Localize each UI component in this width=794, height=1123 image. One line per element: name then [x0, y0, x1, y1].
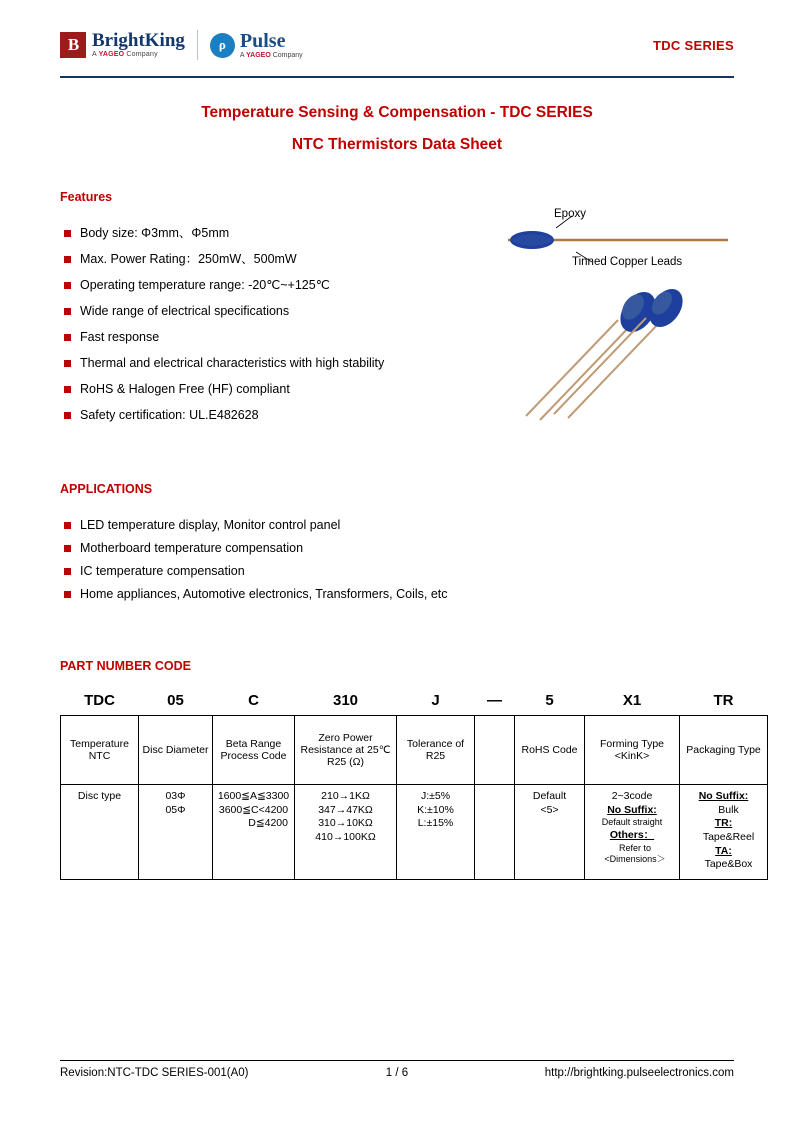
cell-line: No Suffix:: [607, 803, 657, 816]
pulse-tagline: A YAGEO Company: [239, 51, 303, 59]
cell-rohs-code: [515, 785, 585, 880]
cell-line: 2~3code: [611, 790, 653, 802]
column-header: Temperature NTC: [61, 716, 139, 785]
table-row: [61, 785, 768, 880]
list-item: RoHS & Halogen Free (HF) compliant: [60, 382, 520, 396]
list-item: Wide range of electrical specifications: [60, 304, 520, 318]
cell-line: 310→10KΩ: [318, 817, 373, 830]
cell-line: 05Φ: [165, 803, 186, 816]
footer-url: http://brightking.pulseelectronics.com: [544, 1067, 734, 1079]
brightking-logo-mark: B: [60, 32, 86, 58]
code-cell: TDC: [84, 692, 115, 709]
cell-line: L:±15%: [417, 817, 454, 830]
cell-line: 3600≦C<4200: [218, 803, 289, 816]
cell-line: 410→100KΩ: [315, 830, 376, 843]
cell-line: Others：: [609, 828, 655, 841]
cell-line: 210→1KΩ: [321, 790, 370, 802]
list-item: Operating temperature range: -20℃~+125℃: [60, 278, 520, 292]
page-footer: [60, 1060, 734, 1079]
cell-tolerance: [397, 785, 475, 880]
code-cell: 5: [545, 692, 554, 709]
page-header: [60, 0, 734, 74]
part-number-table: [60, 689, 768, 880]
applications-heading: APPLICATIONS: [60, 482, 153, 496]
cell-line: 347→47KΩ: [318, 803, 373, 816]
revision-text: Revision:NTC-TDC SERIES-001(A0): [60, 1067, 249, 1079]
list-item: Motherboard temperature compensation: [60, 541, 734, 555]
pulse-logo-mark: ρ: [210, 33, 235, 58]
epoxy-label: Epoxy: [554, 208, 586, 220]
part-number-code-heading: PART NUMBER CODE: [60, 659, 192, 673]
cell-disc-diameter: [139, 785, 213, 880]
cell-line: Default straight: [601, 817, 663, 828]
column-header: Disc Diameter: [139, 716, 213, 785]
page-number: 1 / 6: [385, 1067, 409, 1079]
column-header: Zero Power Resistance at 25℃ R25 (Ω): [295, 716, 397, 785]
part-number-code-row: [61, 689, 768, 716]
list-item: Safety certification: UL.E482628: [60, 408, 520, 422]
code-cell: —: [487, 692, 502, 709]
cell-zero-power-resistance: [295, 785, 397, 880]
column-header: Beta Range Process Code: [213, 716, 295, 785]
cell-line: <5>: [540, 803, 559, 816]
cell-line: 1600≦A≦3300: [217, 790, 290, 802]
cell-beta-range: [213, 785, 295, 880]
list-item: LED temperature display, Monitor control panel: [60, 518, 734, 532]
series-label: TDC SERIES: [652, 37, 734, 53]
cell-packaging-type: [680, 785, 768, 880]
list-item: Max. Power Rating：250mW、500mW: [60, 252, 520, 266]
cell-line: TR:: [714, 817, 733, 830]
code-cell: 310: [332, 692, 359, 709]
cell-line: No Suffix:: [698, 790, 749, 802]
code-cell: C: [248, 692, 259, 709]
pulse-logo: [210, 31, 303, 59]
cell-line: TA:: [715, 844, 732, 857]
list-item: Thermal and electrical characteristics with high stability: [60, 356, 520, 370]
product-illustration: [496, 208, 746, 428]
pulse-logo-text: [240, 31, 303, 59]
footer-row: [60, 1067, 734, 1079]
table-header-row: [61, 716, 768, 785]
cell-line: J:±5%: [420, 790, 451, 802]
header-rule: [60, 76, 734, 78]
column-header: Packaging Type: [680, 716, 768, 785]
logo-divider: [197, 30, 198, 60]
cell-line: Tape&Box: [704, 858, 753, 871]
list-item: Home appliances, Automotive electronics, Transformers, Coils, etc: [60, 587, 734, 601]
code-cell: 05: [167, 692, 184, 709]
cell-line: D≦4200: [248, 817, 288, 830]
cell-line: Bulk: [718, 803, 739, 816]
brightking-tagline: A YAGEO Company: [92, 51, 158, 59]
cell-separator: [475, 785, 515, 880]
cell-line: 03Φ: [165, 790, 186, 802]
cell-line: Tape&Reel: [702, 830, 755, 843]
features-heading: Features: [60, 190, 113, 204]
list-item: Body size: Φ3mm、Φ5mm: [60, 226, 520, 240]
cell-line: <Dimensions＞: [604, 854, 666, 865]
tinned-copper-leads-label: Tinned Copper Leads: [572, 256, 683, 268]
code-cell: J: [431, 692, 440, 709]
pulse-name: Pulse: [239, 29, 286, 52]
brightking-logo: [60, 31, 185, 58]
brightking-logo-text: [92, 31, 185, 58]
cell-line: Refer to: [618, 842, 651, 853]
page-title: Temperature Sensing & Compensation - TDC SERIES: [201, 104, 593, 121]
list-item: Fast response: [60, 330, 520, 344]
list-item: IC temperature compensation: [60, 564, 734, 578]
cell-forming-type: [585, 785, 680, 880]
column-header: RoHS Code: [515, 716, 585, 785]
code-cell: X1: [622, 692, 642, 709]
cell-line: K:±10%: [417, 803, 454, 816]
code-cell: TR: [713, 692, 734, 709]
cell-line: Default: [532, 790, 567, 802]
brightking-name: BrightKing: [92, 30, 185, 52]
thermistor-drawing: [496, 208, 746, 428]
cell-temperature-ntc: Disc type: [61, 785, 139, 880]
column-header: [475, 716, 515, 785]
features-list: [60, 226, 520, 422]
column-header: Forming Type <KinK>: [585, 716, 680, 785]
applications-list: [60, 518, 734, 601]
page-subtitle: NTC Thermistors Data Sheet: [291, 136, 503, 153]
column-header: Tolerance of R25: [397, 716, 475, 785]
footer-rule: [60, 1060, 734, 1061]
